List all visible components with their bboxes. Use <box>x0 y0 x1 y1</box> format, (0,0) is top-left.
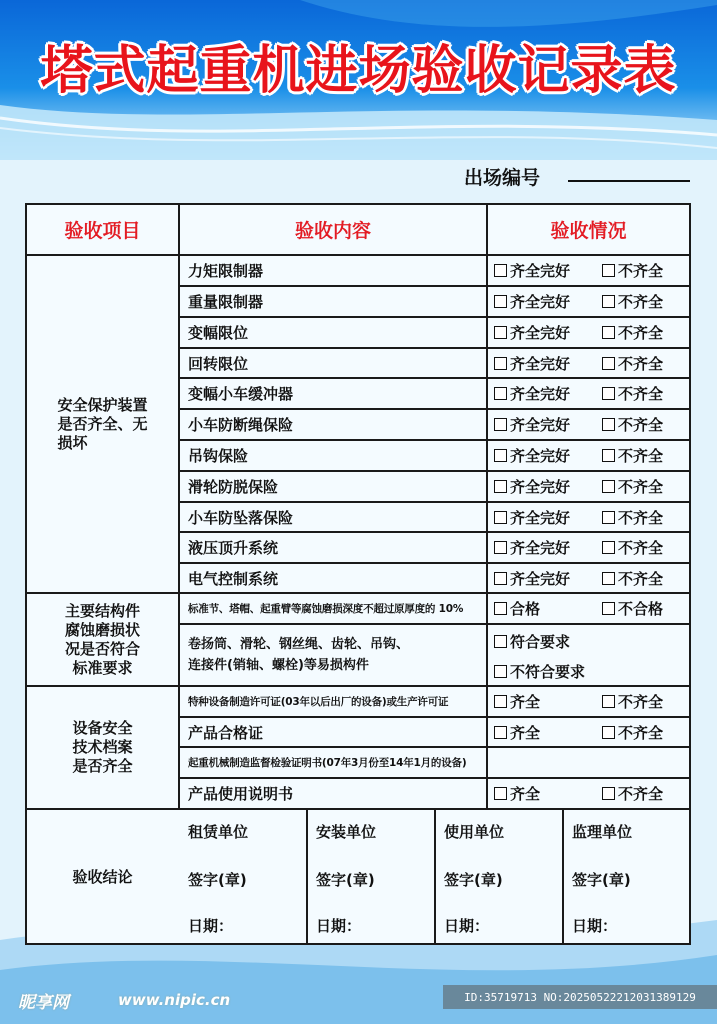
checkbox[interactable] <box>494 357 507 370</box>
checkbox[interactable] <box>602 295 615 308</box>
item-rope-break-guard: 小车防断绳保险 <box>188 416 294 434</box>
page-title: 塔式起重机进场验收记录表 <box>40 41 677 101</box>
date-field[interactable]: 日期： <box>444 917 490 935</box>
checkbox[interactable] <box>602 418 615 431</box>
unit-supervisor: 监理单位 <box>572 823 633 841</box>
unit-installer: 安装单位 <box>316 823 377 841</box>
checkbox[interactable] <box>602 326 615 339</box>
serial-number-label: 出场编号 <box>464 167 541 189</box>
item-wear-parts: 卷扬筒、滑轮、钢丝绳、齿轮、吊钩、 连接件(销轴、螺栓)等易损构件 <box>188 637 410 673</box>
status-row: 齐全 不齐全 <box>494 779 663 808</box>
checkbox[interactable] <box>494 541 507 554</box>
item-hydraulic-jacking: 液压顶升系统 <box>188 539 279 557</box>
item-manufacturing-license: 特种设备制造许可证(03年以后出厂的设备)或生产许可证 <box>188 696 449 708</box>
status-row: 齐全完好 不齐全 <box>494 503 663 531</box>
item-user-manual: 产品使用说明书 <box>188 785 294 803</box>
category-conclusion: 验收结论 <box>72 868 133 886</box>
watermark-logo: 昵享网 <box>18 993 69 1013</box>
sign-field[interactable]: 签字(章) <box>316 871 375 889</box>
checkbox[interactable] <box>602 726 615 739</box>
checkbox[interactable] <box>494 511 507 524</box>
checkbox[interactable] <box>602 480 615 493</box>
checkbox[interactable] <box>494 695 507 708</box>
checkbox[interactable] <box>602 572 615 585</box>
status-row: 齐全 不齐全 <box>494 718 663 746</box>
checkbox[interactable] <box>602 541 615 554</box>
header-project: 验收项目 <box>64 220 141 242</box>
checkbox[interactable] <box>602 511 615 524</box>
item-corrosion-depth: 标准节、塔帽、起重臂等腐蚀磨损深度不超过原厚度的 10% <box>188 603 464 615</box>
item-torque-limiter: 力矩限制器 <box>188 262 264 280</box>
checkbox[interactable] <box>602 602 615 615</box>
item-luffing-limit: 变幅限位 <box>188 324 249 342</box>
item-pulley-guard: 滑轮防脱保险 <box>188 478 279 496</box>
status-row: 齐全完好 不齐全 <box>494 379 663 408</box>
unit-lessor: 租赁单位 <box>188 823 249 841</box>
status-row: 齐全完好 不齐全 <box>494 564 663 592</box>
item-inspection-certificate: 起重机械制造监督检验证明书(07年3月份至14年1月的设备) <box>188 757 467 769</box>
checkbox[interactable] <box>602 449 615 462</box>
status-row: 合格 不合格 <box>494 594 663 623</box>
category-technical-docs: 设备安全 技术档案 是否齐全 <box>72 719 133 775</box>
checkbox[interactable] <box>494 635 507 648</box>
header-content: 验收内容 <box>294 220 371 242</box>
status-row: 符合要求 <box>494 627 570 655</box>
checkbox[interactable] <box>494 326 507 339</box>
category-structure-corrosion: 主要结构件 腐蚀磨损状 况是否符合 标准要求 <box>64 601 140 677</box>
checkbox[interactable] <box>494 480 507 493</box>
status-row: 齐全完好 不齐全 <box>494 533 663 562</box>
acceptance-table <box>25 203 691 945</box>
item-electric-control: 电气控制系统 <box>188 569 279 588</box>
checkbox[interactable] <box>494 295 507 308</box>
status-row: 齐全完好 不齐全 <box>494 472 663 501</box>
sign-field[interactable]: 签字(章) <box>188 871 247 889</box>
checkbox[interactable] <box>494 387 507 400</box>
item-trolley-fall-guard: 小车防坠落保险 <box>188 508 294 527</box>
date-field[interactable]: 日期： <box>572 917 618 935</box>
status-row: 齐全 不齐全 <box>494 687 663 716</box>
header-status: 验收情况 <box>550 220 627 242</box>
status-row: 齐全完好 不齐全 <box>494 349 663 377</box>
checkbox[interactable] <box>494 264 507 277</box>
checkbox[interactable] <box>494 665 507 678</box>
item-trolley-buffer: 变幅小车缓冲器 <box>188 385 294 403</box>
checkbox[interactable] <box>602 787 615 800</box>
serial-number-field[interactable] <box>568 180 690 182</box>
checkbox[interactable] <box>494 602 507 615</box>
item-product-certificate: 产品合格证 <box>188 723 264 742</box>
status-row: 齐全完好 不齐全 <box>494 256 663 285</box>
status-row: 齐全完好 不齐全 <box>494 410 663 439</box>
item-slewing-limit: 回转限位 <box>188 354 249 373</box>
checkbox[interactable] <box>494 418 507 431</box>
watermark-id-bar: ID:35719713 NO:20250522212031389129 <box>443 985 717 1009</box>
checkbox[interactable] <box>494 572 507 585</box>
checkbox[interactable] <box>602 695 615 708</box>
checkbox[interactable] <box>494 449 507 462</box>
item-hook-safety: 吊钩保险 <box>188 447 249 465</box>
status-row: 齐全完好 不齐全 <box>494 287 663 316</box>
date-field[interactable]: 日期： <box>188 917 234 935</box>
sign-field[interactable]: 签字(章) <box>572 871 631 889</box>
watermark-url: www.nipic.cn <box>118 991 231 1009</box>
status-row: 不符合要求 <box>494 657 585 685</box>
category-safety-devices: 安全保护装置 是否齐全、无 损坏 <box>57 395 148 452</box>
status-row: 齐全完好 不齐全 <box>494 441 663 470</box>
checkbox[interactable] <box>494 726 507 739</box>
sign-field[interactable]: 签字(章) <box>444 871 503 889</box>
checkbox[interactable] <box>602 387 615 400</box>
status-row: 齐全完好 不齐全 <box>494 318 663 347</box>
checkbox[interactable] <box>494 787 507 800</box>
item-weight-limiter: 重量限制器 <box>188 293 264 311</box>
unit-user: 使用单位 <box>444 823 505 841</box>
checkbox[interactable] <box>602 264 615 277</box>
checkbox[interactable] <box>602 357 615 370</box>
date-field[interactable]: 日期： <box>316 917 362 935</box>
